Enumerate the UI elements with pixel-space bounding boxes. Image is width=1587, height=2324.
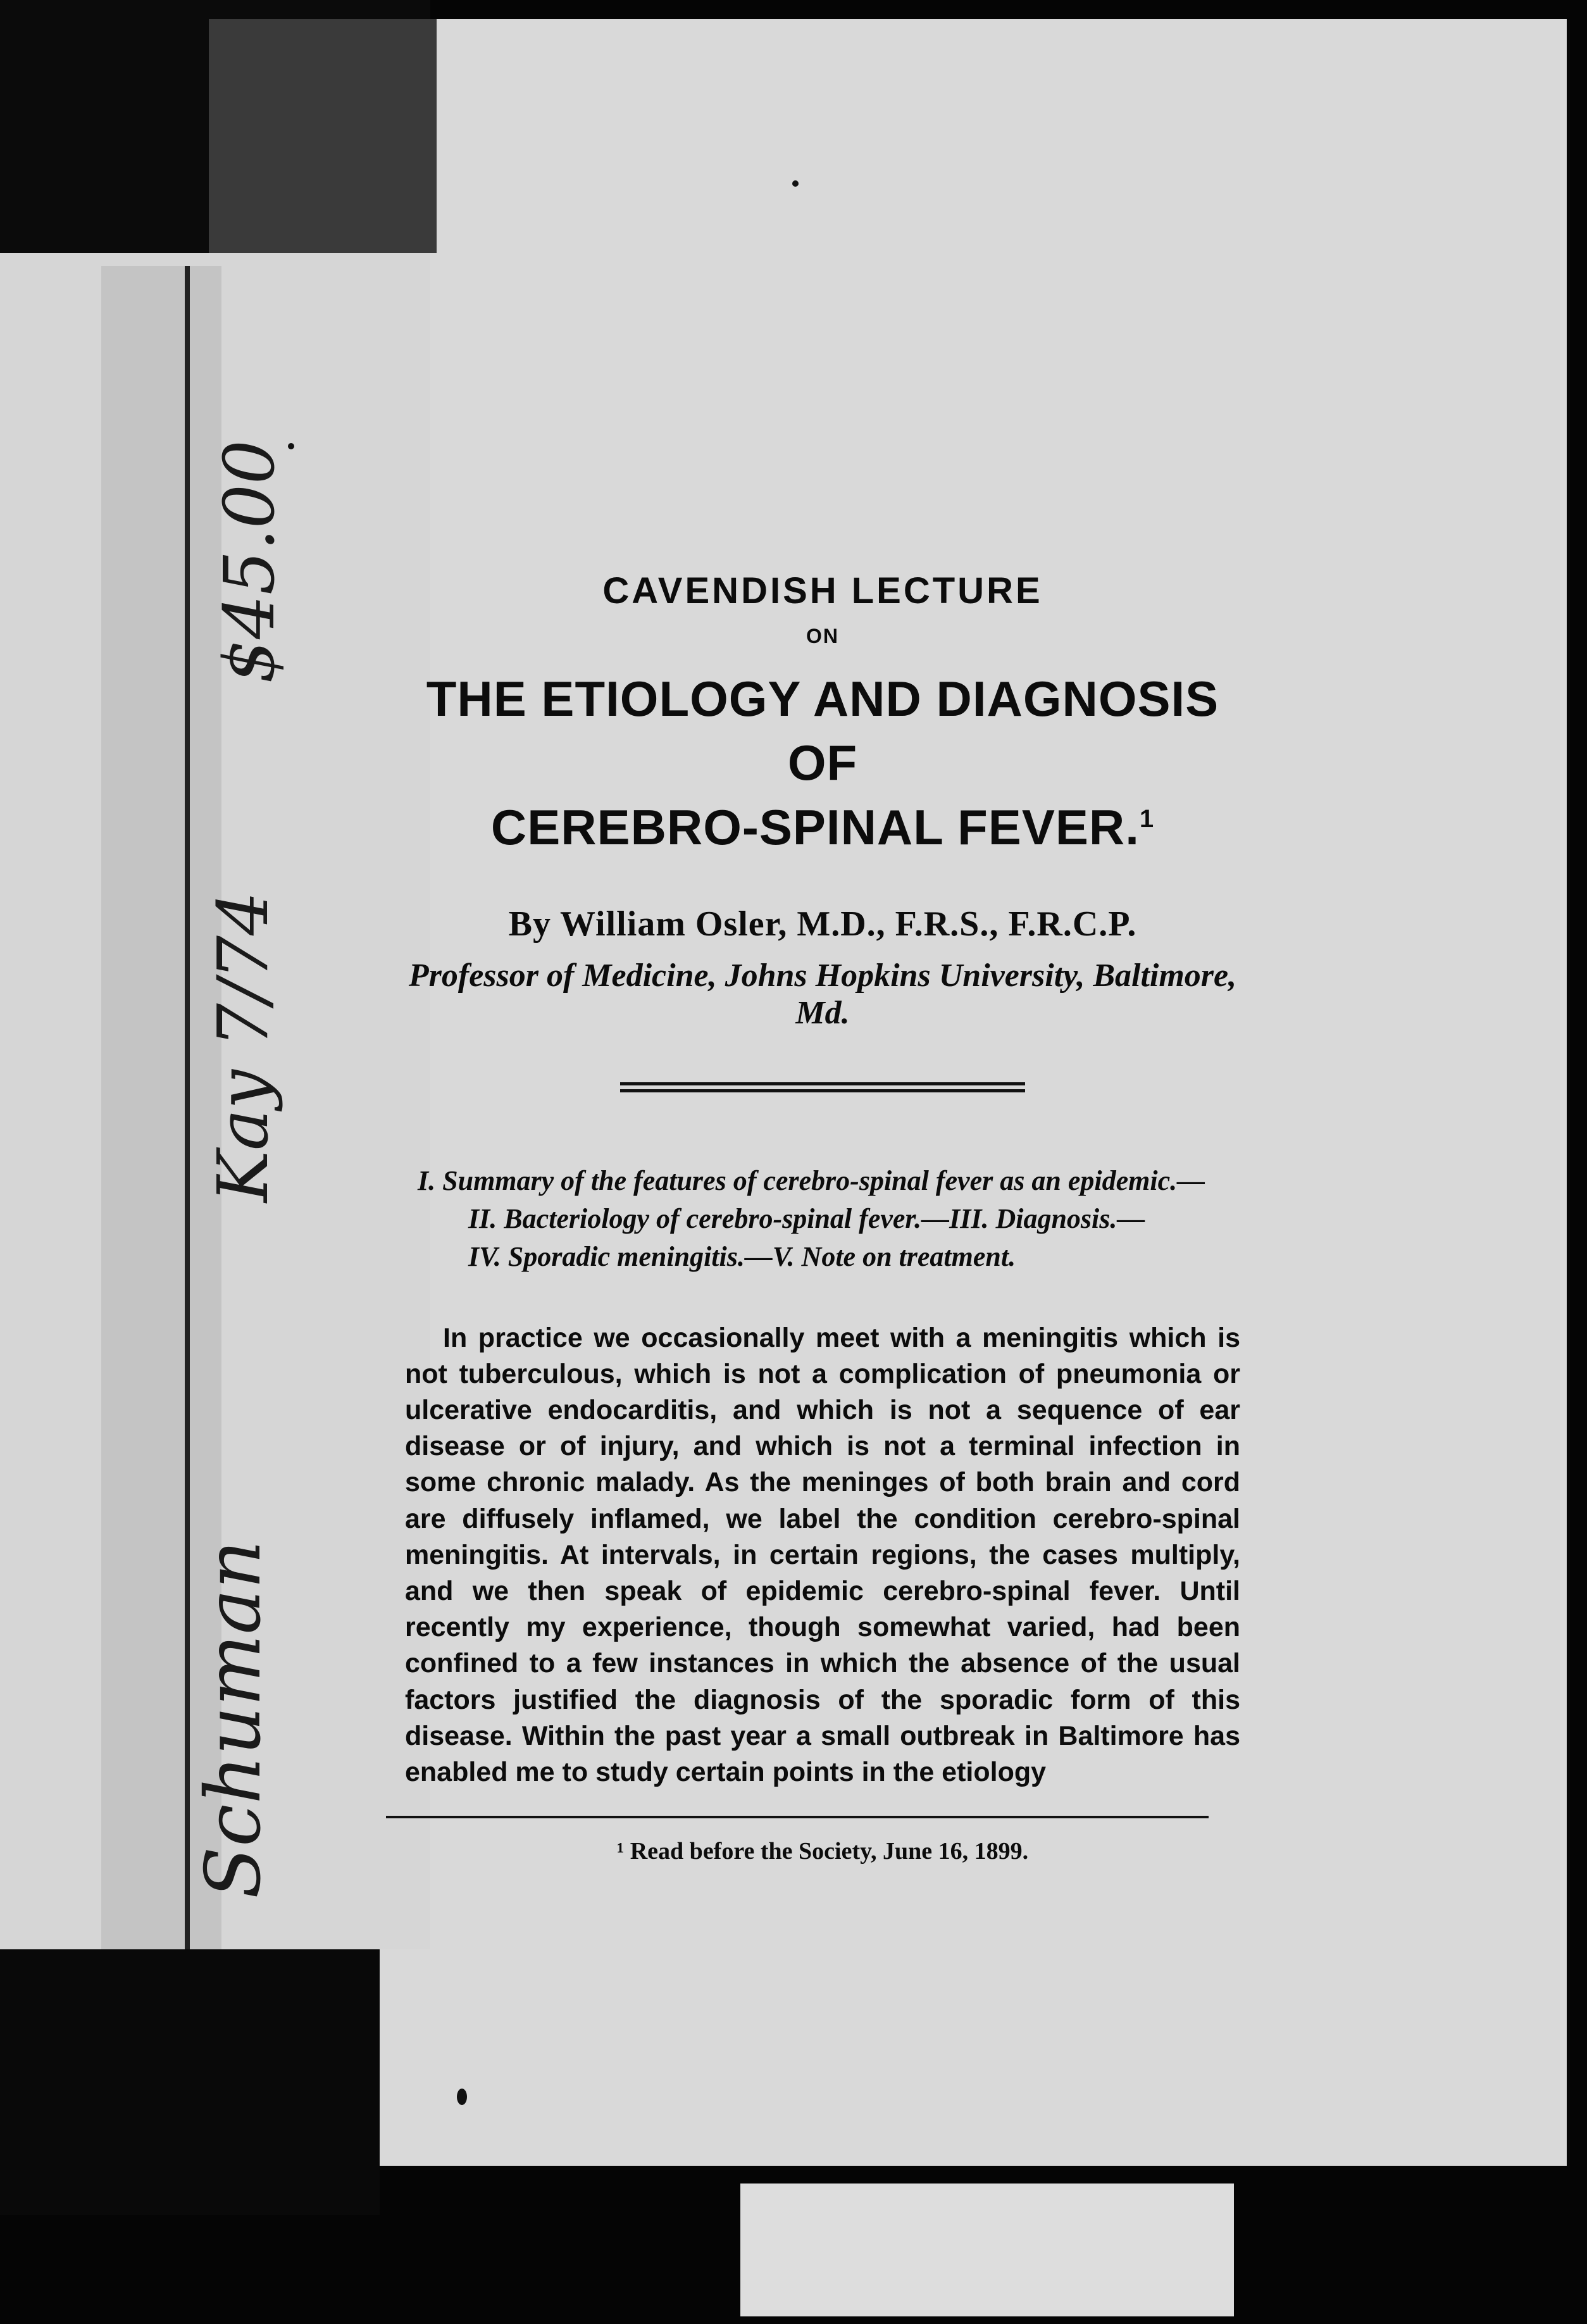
body-paragraph: In practice we occasionally meet with a meningitis which is not tuberculous, which is not a complication of pneumonia or ulcerative endocarditis, and which is not a sequence of ear disease or of injury, and which is not a terminal infection in some chronic malady. As the meninges of both brain and cord are diffusely inflamed, we label the condition cerebro-spinal meningitis. At intervals, in certain regions, the cases multiply, and we then speak of epidemic cerebro-spinal fever. Until recently my experience, though somewhat varied, had been confined to a few instances in which the absence of the usual factors justified the diagnosis of the sporadic form of this disease. Within the past year a small outbreak in Baltimore has enabled me to study certain points in the etiology bbox=[405, 1322, 1240, 1787]
body-text bbox=[405, 1320, 1240, 1790]
handwritten-name: Schuman bbox=[190, 1540, 278, 1899]
title-line-1: THE ETIOLOGY AND DIAGNOSIS OF bbox=[426, 671, 1219, 791]
title-line-2: CEREBRO-SPINAL FEVER. bbox=[490, 799, 1140, 855]
bottom-label-card bbox=[740, 2183, 1234, 2316]
double-rule-divider bbox=[620, 1082, 1025, 1092]
summary-line: IV. Sporadic meningitis.—V. Note on treatment. bbox=[468, 1240, 1016, 1272]
author-affiliation: Professor of Medicine, Johns Hopkins University, Baltimore, Md. bbox=[408, 958, 1237, 1032]
summary-of-contents bbox=[418, 1162, 1240, 1275]
handwritten-price: $45.00 bbox=[209, 440, 290, 684]
speck bbox=[792, 180, 799, 187]
summary-line: II. Bacteriology of cerebro-spinal fever.—III. Diagnosis.— bbox=[468, 1203, 1145, 1234]
author-byline: By William Osler, M.D., F.R.S., F.R.C.P. bbox=[508, 904, 1137, 944]
lecture-series: CAVENDISH LECTURE bbox=[602, 570, 1043, 611]
title-footnote-mark: 1 bbox=[1139, 804, 1155, 833]
spine-line bbox=[185, 266, 190, 1949]
summary-line: I. Summary of the features of cerebro-spinal fever as an epidemic.— bbox=[418, 1165, 1205, 1197]
page-title bbox=[405, 667, 1240, 859]
handwritten-date: Kay 7/74 bbox=[202, 891, 283, 1203]
footnote-rule bbox=[386, 1816, 1209, 1818]
title-connector: ON bbox=[806, 625, 839, 647]
title-block bbox=[405, 570, 1240, 1092]
top-shadow bbox=[209, 19, 437, 253]
speck bbox=[457, 2089, 467, 2105]
footnote: ¹ Read before the Society, June 16, 1899. bbox=[616, 1838, 1029, 1865]
article bbox=[405, 570, 1240, 1865]
bottom-dark-block bbox=[0, 1949, 380, 2215]
